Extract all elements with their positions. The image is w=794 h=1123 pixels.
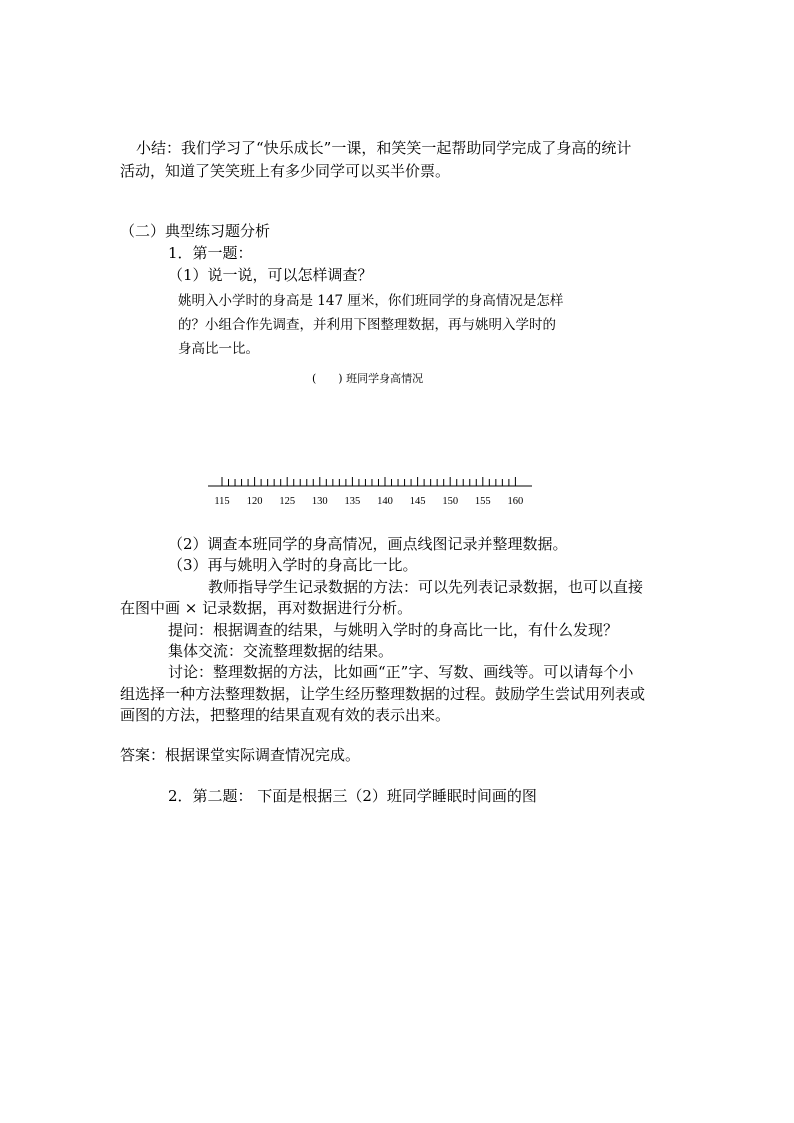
tick-label: 145	[409, 496, 426, 507]
discuss-line-1: 讨论：整理数据的方法，比如画“正”字、写数、画线等。可以请每个小	[168, 663, 634, 681]
q1-title: 1．第一题：	[168, 244, 253, 262]
q2-title: 2．第二题： 下面是根据三（2）班同学睡眠时间画的图	[168, 787, 537, 805]
q1-passage-line-1: 姚明入小学时的身高是 147 厘米，你们班同学的身高情况是怎样	[178, 293, 564, 309]
height-number-line	[200, 460, 540, 510]
tick-label: 135	[344, 496, 361, 507]
section-title: （二）典型练习题分析	[120, 222, 271, 240]
summary-line-1: 小结：我们学习了“快乐成长”一课，和笑笑一起帮助同学完成了身高的统计	[136, 139, 632, 157]
question-ask: 提问：根据调查的结果，与姚明入学时的身高比一比，有什么发现？	[168, 621, 619, 639]
q1-passage-line-2: 的？小组合作先调查，并利用下图整理数据，再与姚明入学时的	[178, 317, 556, 333]
group-share: 集体交流：交流整理数据的结果。	[168, 642, 394, 660]
tick-label: 155	[474, 496, 491, 507]
discuss-line-2: 组选择一种方法整理数据，让学生经历整理数据的过程。鼓励学生尝试用列表或	[120, 685, 646, 703]
tick-label: 120	[246, 496, 263, 507]
discuss-line-3: 画图的方法，把整理的结果直观有效的表示出来。	[120, 706, 451, 724]
summary-line-2: 活动，知道了笑笑班上有多少同学可以买半价票。	[120, 162, 451, 180]
tick-label: 140	[377, 496, 393, 507]
q1-sub2: （2）调查本班同学的身高情况，画点线图记录并整理数据。	[168, 535, 568, 553]
guide-line-2: 在图中画 × 记录数据，再对数据进行分析。	[120, 599, 413, 617]
figure-title: ( ) 班同学身高情况	[312, 372, 424, 385]
q1-sub1: （1）说一说，可以怎样调查？	[168, 266, 373, 284]
answer: 答案：根据课堂实际调查情况完成。	[120, 746, 361, 764]
q1-passage-line-3: 身高比一比。	[178, 341, 259, 357]
guide-line-1: 教师指导学生记录数据的方法：可以先列表记录数据，也可以直接	[208, 578, 644, 596]
q1-sub3: （3）再与姚明入学时的身高比一比。	[168, 556, 418, 574]
tick-label: 150	[442, 496, 459, 507]
tick-label: 160	[507, 496, 524, 507]
tick-label: 130	[311, 496, 328, 507]
tick-label: 115	[214, 496, 230, 507]
tick-label: 125	[279, 496, 296, 507]
